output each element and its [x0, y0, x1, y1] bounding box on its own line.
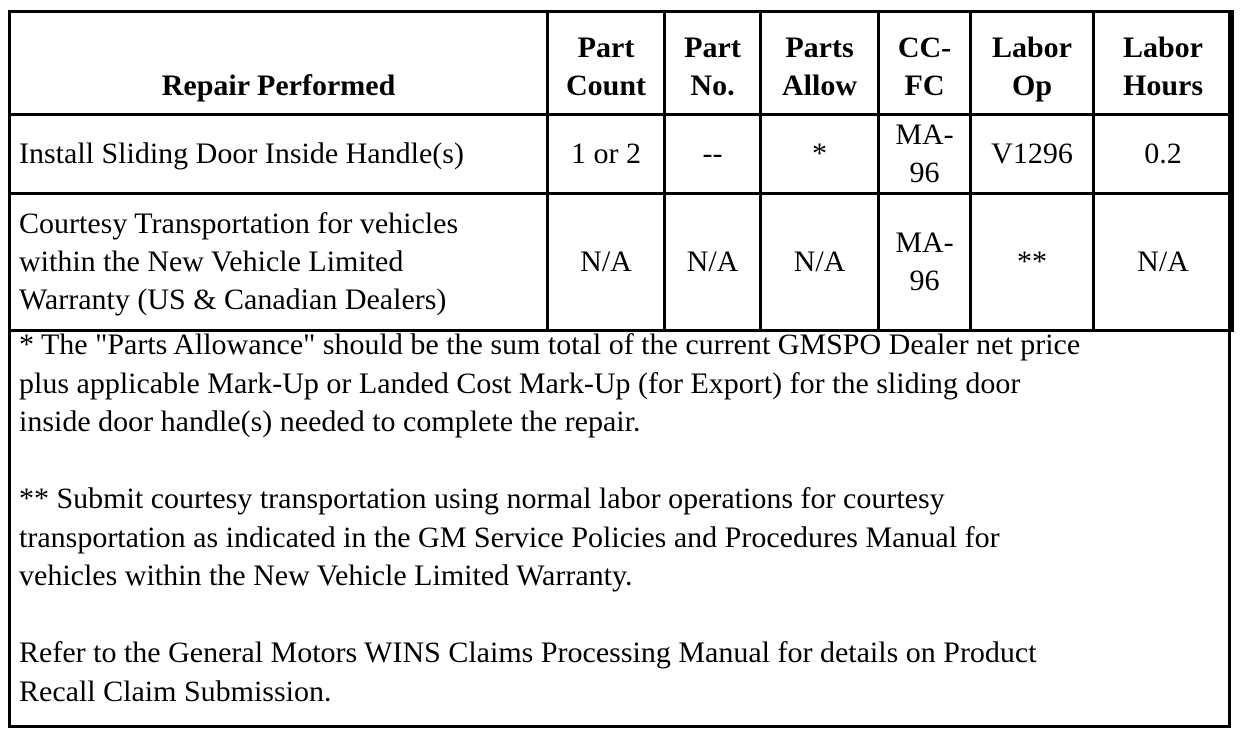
header-part-no: Part No.	[665, 12, 761, 115]
labor-op-cell: **	[971, 194, 1094, 331]
table-row	[10, 115, 1233, 194]
labor-hours-cell: N/A	[1094, 194, 1233, 331]
parts-allowance-note: * The "Parts Allowance" should be the sum total of the current GMSPO Dealer net price plus applicable Mark-Up or Landed Cost Mark-Up (for Export) for the sliding door inside door handle(s) needed to complete the repair.	[19, 328, 1081, 438]
header-repair-performed: Repair Performed	[10, 12, 548, 115]
header-row	[10, 12, 1233, 115]
header-labor-op: Labor Op	[971, 12, 1094, 115]
header-labor-hours: Labor Hours	[1094, 12, 1233, 115]
header-parts-allow: Parts Allow	[761, 12, 879, 115]
parts-allow-cell: N/A	[761, 194, 879, 331]
part-count-cell: N/A	[548, 194, 665, 331]
claims-manual-note: Refer to the General Motors WINS Claims Processing Manual for details on Product Recall Claim Submission.	[19, 636, 1037, 708]
repair-cell: Courtesy Transportation for vehicles within the New Vehicle Limited Warranty (US & Canadian Dealers)	[10, 194, 548, 331]
courtesy-transportation-note: ** Submit courtesy transportation using normal labor operations for courtesy transportation as indicated in the GM Service Policies and Procedures Manual for vehicles within the New Vehicle Limited Warranty.	[19, 482, 1000, 592]
header-part-count: Part Count	[548, 12, 665, 115]
repair-table	[8, 10, 1234, 332]
labor-hours-cell: 0.2	[1094, 115, 1233, 194]
table-row	[10, 194, 1233, 331]
labor-op-cell: V1296	[971, 115, 1094, 194]
cc-fc-cell: MA- 96	[879, 194, 971, 331]
repair-cell: Install Sliding Door Inside Handle(s)	[10, 115, 548, 194]
part-no-cell: --	[665, 115, 761, 194]
header-cc-fc: CC- FC	[879, 12, 971, 115]
cc-fc-cell: MA- 96	[879, 115, 971, 194]
part-count-cell: 1 or 2	[548, 115, 665, 194]
parts-allow-cell: *	[761, 115, 879, 194]
part-no-cell: N/A	[665, 194, 761, 331]
notes-section	[19, 326, 1219, 711]
